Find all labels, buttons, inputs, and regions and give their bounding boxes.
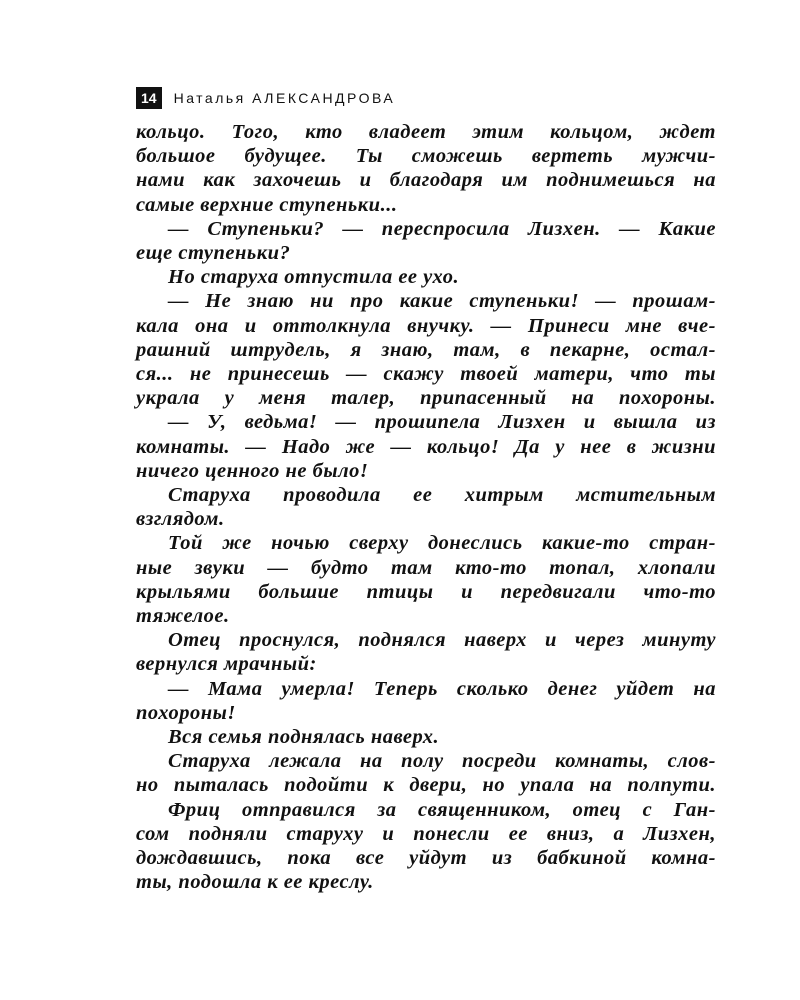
- text-line: похороны!: [136, 701, 236, 724]
- text-line: Вся семья поднялась наверх.: [168, 726, 440, 749]
- text-line: ты, подошла к ее креслу.: [136, 871, 374, 894]
- text-line: взглядом.: [136, 508, 225, 531]
- text-line: крыльями большие птицы и передвигали что-то: [136, 580, 716, 603]
- text-line: Отец проснулся, поднялся наверх и через минуту: [168, 629, 716, 652]
- text-line: Фриц отправился за священником, отец с Ган-: [168, 798, 716, 821]
- text-line: большое будущее. Ты сможешь вертеть мужчи-: [136, 145, 716, 168]
- body-text: [136, 120, 716, 895]
- text-line: еще ступеньки?: [136, 242, 291, 265]
- text-line: комнаты. — Надо же — кольцо! Да у нее в жизни: [136, 435, 716, 458]
- text-line: кала она и оттолкнула внучку. — Принеси мне вче-: [136, 314, 716, 337]
- text-line: Той же ночью сверху донеслись какие-то стран-: [168, 532, 716, 555]
- text-line: ные звуки — будто там кто-то топал, хлопали: [136, 556, 716, 579]
- text-line: ся... не принесешь — скажу твоей матери, что ты: [136, 363, 716, 386]
- text-line: тяжелое.: [136, 605, 230, 628]
- text-line: — Мама умерла! Теперь сколько денег уйдет на: [168, 677, 716, 700]
- text-line: рашний штрудель, я знаю, там, в пекарне, остал-: [136, 338, 716, 361]
- text-line: Старуха проводила ее хитрым мстительным: [168, 484, 716, 507]
- running-header: [136, 86, 395, 110]
- text-line: дождавшись, пока все уйдут из бабкиной комна-: [136, 847, 716, 870]
- text-line: кольцо. Того, кто владеет этим кольцом, ждет: [136, 121, 716, 143]
- text-line: — Ступеньки? — переспросила Лизхен. — Какие: [168, 217, 716, 240]
- page-number: 14: [136, 87, 162, 109]
- text-line: Но старуха отпустила ее ухо.: [168, 266, 460, 289]
- text-line: Старуха лежала на полу посреди комнаты, слов-: [168, 750, 716, 773]
- text-line: самые верхние ступеньки...: [136, 193, 398, 216]
- text-line: — Не знаю ни про какие ступеньки! — прошам-: [168, 290, 716, 313]
- text-line: ничего ценного не было!: [136, 459, 369, 482]
- text-line: сом подняли старуху и понесли ее вниз, а Лизхен,: [136, 822, 716, 845]
- text-line: украла у меня талер, припасенный на похороны.: [136, 387, 716, 410]
- text-line: вернулся мрачный:: [136, 653, 317, 676]
- author-name: Наталья АЛЕКСАНДРОВА: [173, 90, 396, 106]
- text-line: нами как захочешь и благодаря им поднимешься на: [136, 169, 716, 192]
- text-line: но пыталась подойти к двери, но упала на полпути.: [136, 774, 716, 797]
- text-line: — У, ведьма! — прошипела Лизхен и вышла из: [168, 411, 716, 434]
